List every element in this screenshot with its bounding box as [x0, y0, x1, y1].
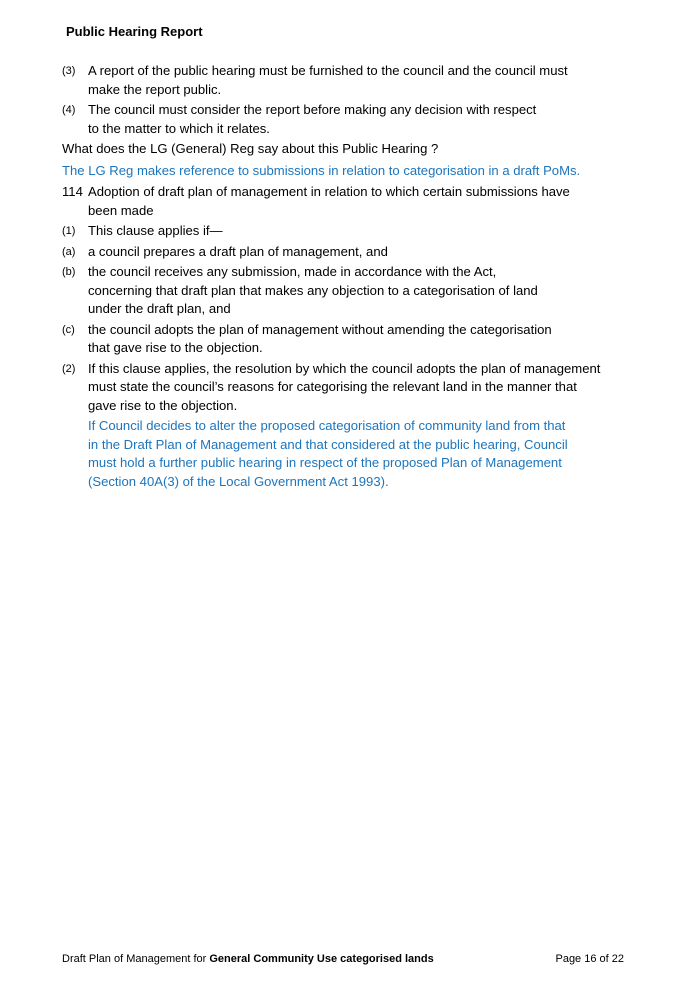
item-text: [88, 62, 632, 99]
clause-number: 114: [62, 184, 83, 199]
clause-114: [62, 183, 632, 220]
line: A report of the public hearing must be furnished to the council and the council must: [88, 63, 568, 78]
line: to the matter to which it relates.: [88, 120, 270, 136]
item-text: [88, 243, 632, 262]
item-text: [88, 263, 632, 319]
subitem-1: [62, 222, 632, 241]
page-header-title: Public Hearing Report: [66, 24, 203, 39]
line: concerning that draft plan that makes any objection to a categorisation of land: [88, 282, 538, 298]
item-4: [62, 101, 632, 138]
item-text: [88, 222, 632, 241]
note-lg-reg: The LG Reg makes reference to submissions in relation to categorisation in a draft PoMs.: [62, 162, 581, 178]
line: Adoption of draft plan of management in relation to which certain submissions have: [88, 184, 570, 199]
item-3: [62, 62, 632, 99]
page-number: Page 16 of 22: [555, 953, 624, 965]
line: The council must consider the report before making any decision with respect: [88, 102, 537, 117]
line: the council receives any submission, made in accordance with the Act,: [88, 264, 497, 279]
item-text: [88, 321, 632, 358]
subitem-c: [62, 321, 632, 358]
question-text: What does the LG (General) Reg say about this Public Hearing ?: [62, 141, 439, 156]
line: must state the council’s reasons for categorising the relevant land in the manner that: [88, 379, 577, 394]
item-number: (2): [62, 362, 76, 375]
item-number: (b): [62, 266, 76, 278]
note-further-hearing: [88, 417, 632, 491]
document-body: [62, 62, 632, 491]
page-footer: [62, 953, 624, 965]
item-number: (3): [62, 65, 76, 77]
footer-prefix: Draft Plan of Management for: [62, 953, 210, 965]
subitem-a: [62, 243, 632, 262]
subitem-b: [62, 263, 632, 319]
item-number: (a): [62, 245, 76, 258]
item-text: [88, 360, 632, 416]
item-text: [88, 101, 632, 138]
line: under the draft plan, and: [88, 301, 231, 316]
line: a council prepares a draft plan of management, and: [88, 243, 388, 259]
line: If Council decides to alter the proposed categorisation of community land from that: [88, 418, 566, 433]
line: that gave rise to the objection.: [88, 340, 263, 355]
footer-document-title: [62, 953, 434, 965]
line: the council adopts the plan of management without amending the categorisation: [88, 321, 552, 337]
item-number: (c): [62, 323, 75, 336]
line: in the Draft Plan of Management and that considered at the public hearing, Council: [88, 436, 568, 452]
line: This clause applies if—: [88, 223, 223, 238]
line: (Section 40A(3) of the Local Government Act 1993).: [88, 473, 389, 489]
line: been made: [88, 202, 154, 218]
item-number: (4): [62, 104, 76, 116]
footer-bold: General Community Use categorised lands: [209, 953, 434, 965]
item-number: (1): [62, 225, 76, 237]
line: If this clause applies, the resolution by which the council adopts the plan of management: [88, 360, 601, 376]
subitem-2: [62, 360, 632, 416]
clause-title: [88, 183, 632, 220]
line: must hold a further public hearing in respect of the proposed Plan of Management: [88, 455, 562, 470]
line: make the report public.: [88, 81, 222, 97]
line: gave rise to the objection.: [88, 397, 238, 413]
